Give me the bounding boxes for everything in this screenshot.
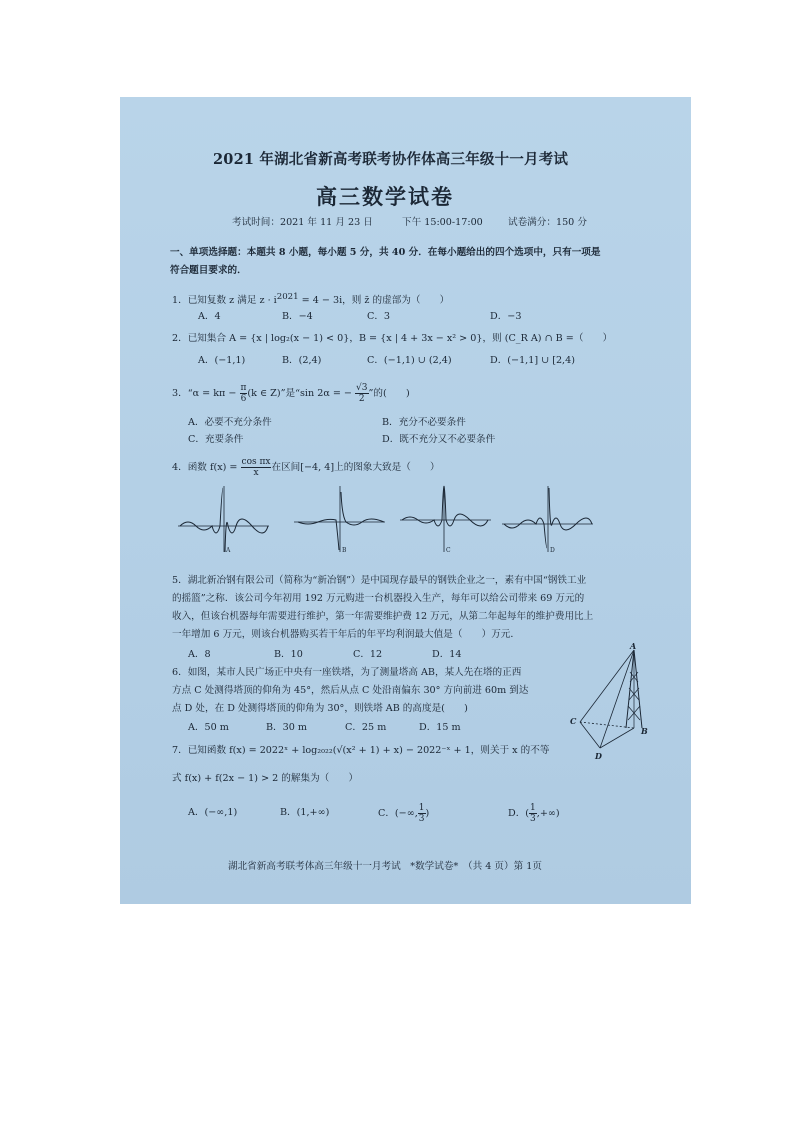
question-1	[172, 291, 449, 307]
q6-label-b: B	[641, 726, 648, 736]
q3-pi: π	[240, 383, 247, 393]
q2-option-b: B．(2,4)	[282, 355, 322, 366]
question-4	[172, 457, 440, 478]
q7-option-c-fraction	[418, 803, 426, 824]
q2-option-a: A．(−1,1)	[198, 355, 246, 366]
q6-label-a: A	[630, 642, 637, 651]
q7-d-three: 3	[530, 814, 536, 824]
q4-graph-a	[176, 482, 271, 554]
page-footer: 湖北省新高考联考体高三年级十一月考试 *数学试卷* （共 4 页）第 1页	[228, 861, 542, 872]
q5-line-4: 一年增加 6 万元，则该台机器购买若干年后的年平均利润最大值是（ ）万元．	[172, 629, 520, 640]
q1-option-b: B．−4	[282, 311, 313, 322]
q7-option-d	[508, 803, 560, 824]
q6-label-d: D	[595, 751, 602, 761]
section-heading: 一、单项选择题：本题共 8 小题，每小题 5 分，共 40 分．在每小题给出的四个选项中，只有一项是	[170, 247, 601, 258]
q1-text-b: = 4 − 3i，则 z̄ 的虚部为（ ）	[298, 295, 450, 307]
q4-graph-b-label: B	[342, 547, 347, 554]
q7-c-one: 1	[418, 803, 425, 813]
q3-text-c: ”的( )	[368, 388, 410, 399]
q3-option-a: A．必要不充分条件	[188, 417, 272, 428]
q6-line-3: 点 D 处，在 D 处测得塔顶的仰角为 30°，则铁塔 AB 的高度是( )	[172, 703, 468, 714]
q6-tower-figure	[568, 642, 660, 762]
q7-d-one: 1	[530, 803, 536, 813]
q4-graph-d-label: D	[550, 547, 555, 554]
q2-text: 已知集合 A = {x | log₂(x − 1) < 0}，B = {x | 4 + 3x − x² > 0}，则 (C_R A) ∩ B =（ ）	[187, 333, 613, 344]
q5-option-a: A．8	[188, 649, 211, 660]
q3-text-b: (k ∈ Z)”是“sin 2α = −	[247, 388, 352, 399]
q3-six: 6	[240, 394, 247, 404]
q3-sqrt3-over-2	[355, 383, 368, 404]
q4-number: 4．	[172, 462, 188, 473]
q4-graph-c-label: C	[446, 547, 451, 554]
q7-option-d-head: D．(	[508, 808, 530, 819]
q5-line-2: 的摇篮”之称．该公司今年初用 192 万元购进一台机器投入生产，每年可以给公司带来 69 万元的	[172, 593, 585, 604]
q7-line-1: 7．已知函数 f(x) = 2022ˣ + log₂₀₂₂(√(x² + 1) + x) − 2022⁻ˣ + 1，则关于 x 的不等	[172, 745, 550, 756]
exam-paper-photo	[120, 97, 691, 904]
q7-option-c-tail: )	[425, 808, 430, 819]
q5-line-3: 收入，但该台机器每年需要进行维护，第一年需要维护费 12 万元，从第二年起每年的维护费用比上	[172, 611, 594, 622]
q1-option-c: C．3	[367, 311, 391, 322]
section-heading-cont: 符合题目要求的．	[170, 265, 247, 276]
q1-exponent: 2021	[276, 292, 299, 302]
q5-option-c: C．12	[353, 649, 383, 660]
q6-option-b: B．30 m	[266, 722, 307, 733]
q7-option-d-tail: ,+∞)	[536, 808, 560, 819]
q1-text-a: 已知复数 z 满足 z · i	[187, 295, 277, 307]
q5-line-1: 5．湖北新冶钢有限公司（简称为“新冶钢”）是中国现存最早的钢铁企业之一，素有中国“钢铁工业	[172, 575, 587, 586]
exam-title: 2021 年湖北省新高考联考协作体高三年级十一月考试	[213, 151, 569, 168]
q3-two: 2	[358, 394, 365, 404]
q6-line-2: 方点 C 处测得塔顶的仰角为 45°，然后从点 C 处沿南偏东 30° 方向前进 60m 到达	[172, 685, 529, 696]
subject-title: 高三数学试卷	[316, 184, 454, 209]
q1-option-d: D．−3	[490, 311, 522, 322]
q2-number: 2．	[172, 333, 188, 344]
q3-option-c: C．充要条件	[188, 434, 244, 445]
q3-number: 3．	[172, 388, 188, 399]
q4-graph-d	[500, 482, 595, 554]
q7-line-2: 式 f(x) + f(2x − 1) > 2 的解集为（ ）	[172, 773, 359, 784]
q7-c-three: 3	[418, 814, 425, 824]
exam-period: 下午 15:00-17:00	[402, 217, 483, 228]
q3-text-a: “α = kπ −	[187, 388, 237, 399]
q6-label-c: C	[570, 716, 577, 726]
question-2	[172, 333, 612, 345]
q7-option-b: B．(1,+∞)	[280, 807, 330, 818]
q6-line-1: 6．如图，某市人民广场正中央有一座铁塔，为了测量塔高 AB，某人先在塔的正西	[172, 667, 522, 678]
q4-graph-a-label: A	[226, 547, 231, 554]
q6-option-c: C．25 m	[345, 722, 387, 733]
q6-option-d: D．15 m	[419, 722, 461, 733]
q7-option-c-head: C．(−∞,	[378, 808, 418, 819]
q7-option-d-fraction	[529, 803, 537, 824]
q3-option-b: B．充分不必要条件	[382, 417, 466, 428]
q4-graph-b	[292, 482, 387, 554]
q2-option-d: D．(−1,1] ∪ [2,4)	[490, 355, 575, 366]
q7-option-c	[378, 803, 429, 824]
q1-number: 1．	[172, 295, 188, 307]
full-score: 试卷满分：150 分	[508, 217, 587, 228]
q4-fraction	[241, 457, 272, 478]
q7-option-a: A．(−∞,1)	[188, 807, 238, 818]
q1-option-a: A．4	[198, 311, 221, 322]
q4-denominator: x	[253, 468, 259, 478]
q6-option-a: A．50 m	[188, 722, 229, 733]
question-3	[172, 383, 410, 404]
q3-sqrt3: √3	[356, 383, 368, 393]
q2-option-c: C．(−1,1) ∪ (2,4)	[367, 355, 452, 366]
exam-time: 考试时间：2021 年 11 月 23 日	[232, 217, 373, 228]
q5-option-d: D．14	[432, 649, 462, 660]
q4-graph-c	[398, 482, 493, 554]
q4-text-a: 函数 f(x) =	[187, 462, 238, 473]
q4-text-b: 在区间[−4, 4]上的图象大致是（ ）	[271, 462, 440, 473]
q3-option-d: D．既不充分又不必要条件	[382, 434, 496, 445]
q4-numerator: cos πx	[241, 457, 271, 467]
q5-option-b: B．10	[274, 649, 303, 660]
